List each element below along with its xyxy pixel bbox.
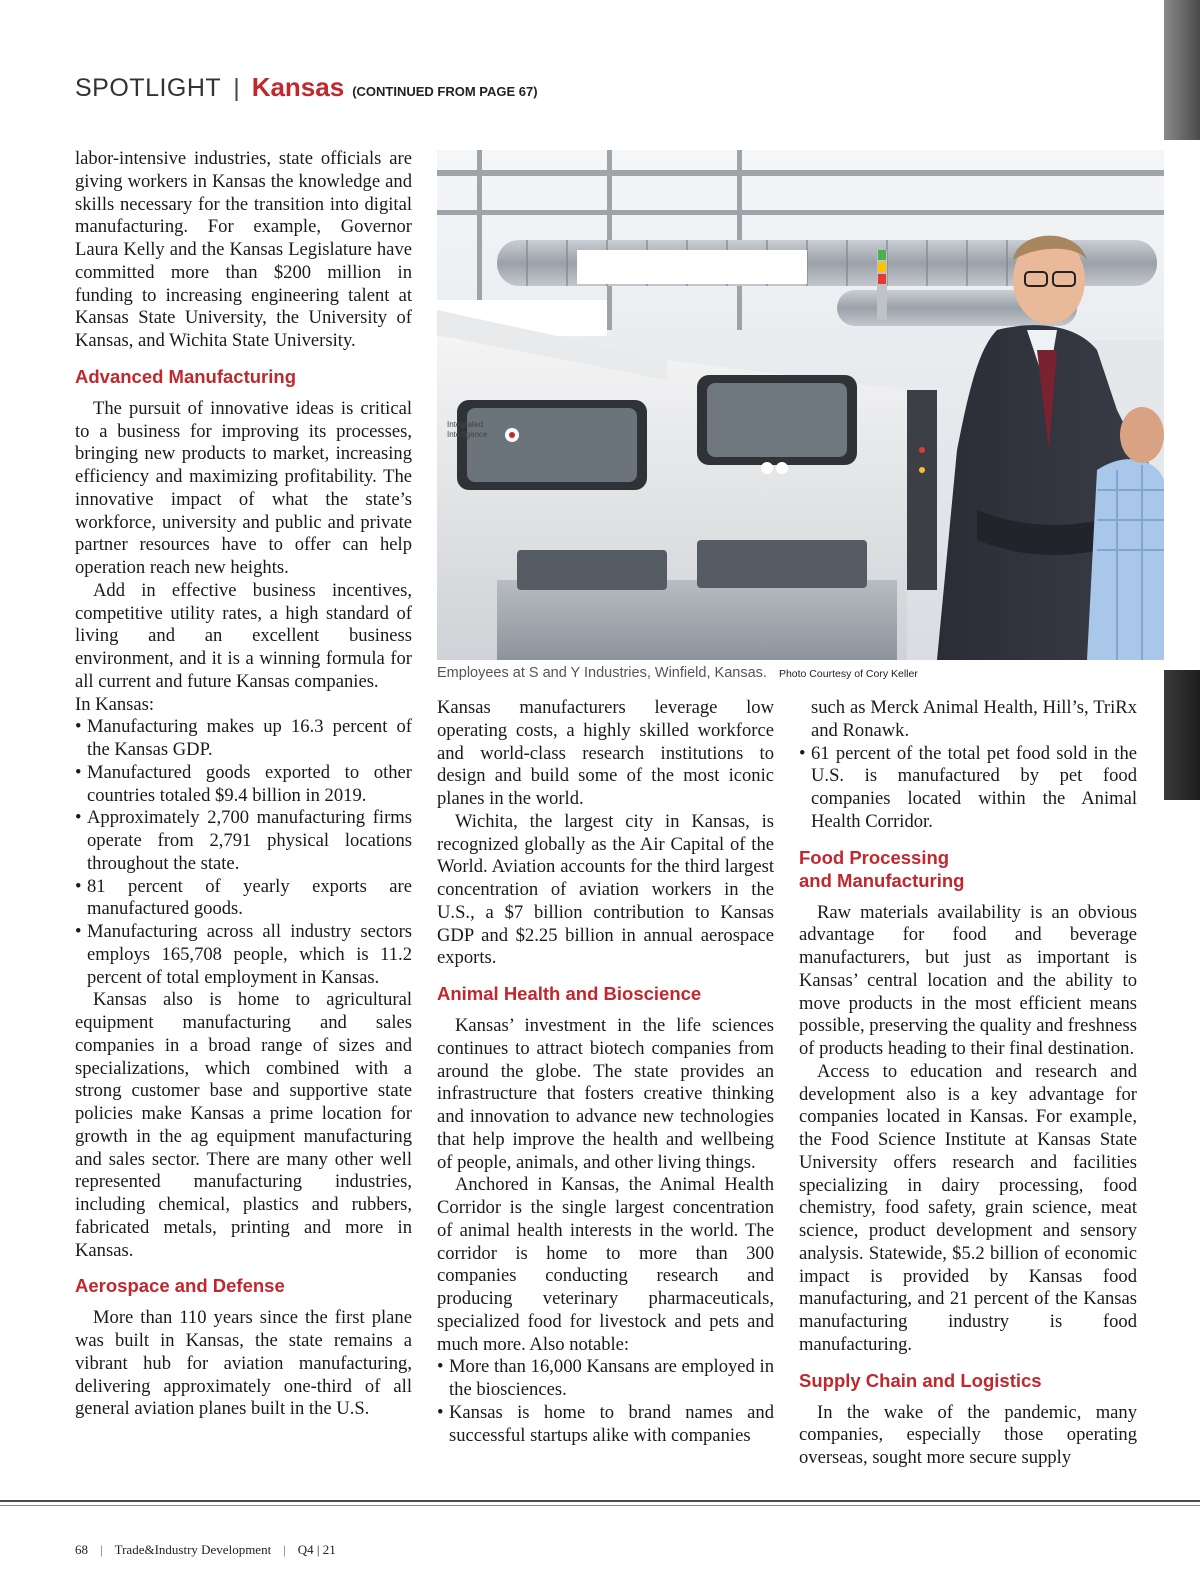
list-item: • Manufacturing across all industry sectors employs 165,708 people, which is 11.2 percent of total employment in Kansas. [75, 921, 412, 989]
svg-text:Integrated: Integrated [447, 420, 484, 429]
notable-list [437, 1356, 774, 1447]
paragraph: Kansas also is home to agricultural equipment manufacturing and sales companies in a broad range of sizes and specializations, which combined with a strong customer base and supportive state policies make Kansas a prime location for growth in the ag equipment manufacturing and sales sector. There are many other well represented manufacturing industries, including chemical, plastics and rubbers, fabricated metals, printing and more in Kansas. [75, 989, 412, 1261]
paragraph: In Kansas: [75, 693, 155, 715]
photo-credit: Photo Courtesy of Cory Keller [778, 668, 918, 680]
heading-supply-chain: Supply Chain and Logistics [799, 1369, 1042, 1391]
section-label: SPOTLIGHT [75, 74, 222, 102]
factory-photo [437, 150, 1164, 660]
column-3 [799, 697, 1137, 1470]
footer-rule-thin [0, 1505, 1200, 1506]
paragraph: In the wake of the pandemic, many companies, especially those operating overseas, sought more secure supply [799, 1401, 1137, 1468]
caption-text: Employees at S and Y Industries, Winfield, Kansas. [437, 665, 767, 681]
heading-advanced-manufacturing: Advanced Manufacturing [75, 365, 296, 387]
list-item: • Approximately 2,700 manufacturing firms operate from 2,791 physical locations throughout the state. [75, 807, 412, 875]
page-header [75, 72, 538, 106]
heading-aerospace-defense: Aerospace and Defense [75, 1275, 285, 1297]
paragraph: such as Merck Animal Health, Hill’s, TriRx and Ronawk. [811, 697, 1137, 741]
intro-paragraph: labor-intensive industries, state officials are giving workers in Kansas the knowledge and skills necessary for the transition into digital manufacturing. For example, Governor Laura Kelly and the Kansas Legislature have committed more than $200 million in funding to increasing engineering talent at Kansas State University, the University of Kansas, and Wichita State University. [75, 148, 412, 351]
paragraph: Raw materials availability is an obvious advantage for food and beverage manufacturers, but just as important is Kansas’ central location and the ability to move products in the most efficient means possible, preserving the quality and freshness of products heading to their final destination. [799, 901, 1137, 1059]
heading-food-processing [799, 846, 1137, 892]
paragraph: The pursuit of innovative ideas is critical to a business for improving its processes, bringing new products to market, increasing efficiency and maximizing profitability. The innovative impact of what the state’s workforce, university and public and private partner resources have to offer can help operation reach new heights. [75, 397, 412, 578]
page-edge-tab-top [1164, 0, 1200, 140]
paragraph: Kansas’ investment in the life sciences continues to attract biotech companies from around the globe. The state provides an infrastructure that fosters creative thinking and innovation to advance new technologies that help improve the health and wellbeing of people, animals, and other living things. [437, 1015, 774, 1173]
svg-text:Intelligence: Intelligence [447, 430, 488, 439]
list-item: • 81 percent of yearly exports are manufactured goods. [75, 876, 412, 922]
list-item: • 61 percent of the total pet food sold in the U.S. is manufactured by pet food companies located within the Animal Health Corridor. [799, 743, 1137, 834]
issue-label: Q4 | 21 [297, 1542, 336, 1557]
list-item: • Manufacturing makes up 16.3 percent of the Kansas GDP. [75, 716, 412, 762]
heading-animal-health: Animal Health and Bioscience [437, 983, 702, 1004]
page-edge-tab-middle [1164, 670, 1200, 800]
list-item: • Manufactured goods exported to other countries totaled $9.4 billion in 2019. [75, 762, 412, 808]
paragraph: Kansas manufacturers leverage low operating costs, a highly skilled workforce and world-class research institutions to design and build some of the most iconic planes in the world. [437, 697, 774, 809]
pet-food-list [799, 743, 1137, 834]
paragraph: Anchored in Kansas, the Animal Health Corridor is the single largest concentration of animal health interests in the world. The corridor is home to more than 300 companies conducting research and producing veterinary pharmaceuticals, specialized food for livestock and pets and much more. Also notable: [437, 1174, 774, 1355]
heading-line: Food Processing [799, 846, 950, 868]
continued-note: (CONTINUED FROM PAGE 67) [352, 84, 538, 99]
column-1 [75, 148, 412, 1421]
page-number: 68 [75, 1542, 88, 1557]
paragraph: Access to education and research and development also is a key advantage for companies located in Kansas. For example, the Food Science Institute at Kansas State University offers research and facilities specializing in dairy processing, food chemistry, food safety, grain science, meat science, product development and sensory analysis. Statewide, $5.2 billion of economic impact is provided by Kansas food manufacturing, and 21 percent of the Kansas manufacturing industry is food manufacturing. [799, 1060, 1137, 1355]
paragraph: Wichita, the largest city in Kansas, is recognized globally as the Air Capital of the World. Aviation accounts for the third largest concentration of aviation workers in the U.S., a $7 billion contribution to Kansas GDP and $2.25 billion in annual aerospace exports. [437, 810, 774, 969]
paragraph: More than 110 years since the first plane was built in Kansas, the state remains a vibrant hub for aviation manufacturing, delivering approximately one-third of all general aviation planes built in the U.S. [75, 1307, 412, 1420]
column-2 [437, 697, 774, 1447]
photo-caption [437, 665, 918, 681]
paragraph: Add in effective business incentives, competitive utility rates, a high standard of living and an excellent business environment, and it is a winning formula for all current and future Kansas companies. [75, 579, 412, 692]
list-item: • More than 16,000 Kansans are employed in the biosciences. [437, 1356, 774, 1402]
list-item: • Kansas is home to brand names and successful startups alike with companies [437, 1402, 774, 1448]
footer-rule [0, 1500, 1200, 1502]
heading-line: and Manufacturing [799, 869, 965, 891]
footer-divider: | [283, 1542, 286, 1557]
state-title: Kansas [251, 72, 345, 102]
page-footer [75, 1542, 336, 1558]
kansas-facts-list [75, 716, 412, 989]
publication-name: Trade&Industry Development [114, 1542, 272, 1557]
header-divider: | [233, 74, 240, 102]
footer-divider: | [100, 1542, 103, 1557]
